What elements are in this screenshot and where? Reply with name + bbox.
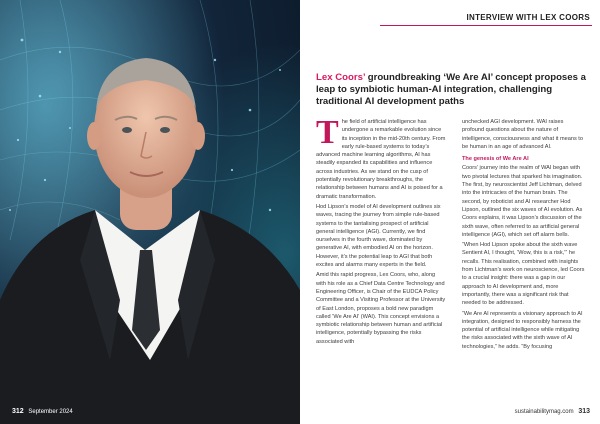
right-eye bbox=[160, 127, 170, 133]
paragraph-text: he field of artificial intelligence has undergone a remarkable evolution since its inception in the mid-20th century. From early rule-based systems to today’s advanced machine learning algorithms, AI has steadily expanded its capabilities and influence across industries. As we stand on the cusp of potentially revolutionary breakthroughs, the relationship between humans and AI is poised for a dramatic transformation. bbox=[316, 119, 446, 200]
website-url: sustainabilitymag.com bbox=[514, 409, 574, 415]
article-column-2 bbox=[462, 118, 586, 353]
paragraph: “We Are AI represents a visionary approach to AI integration, designed to responsibly harness the potential of artificial intelligence while mitigating the risks associated with the sixth wave of AI technologies,” he adds. “By focusing bbox=[462, 310, 583, 350]
paragraph bbox=[316, 114, 446, 201]
left-eye bbox=[122, 127, 132, 133]
article-column-1 bbox=[316, 114, 446, 348]
issue-date: September 2024 bbox=[28, 409, 73, 415]
paragraph: “When Hod Lipson spoke about the sixth wave Sentient AI, I thought, ‘Wow, this is a risk,’” he recalls. This realisation, combined with insights from Lichtman’s work on neuroscience, led Coors to a crucial insight: there was a gap in our approach to AI development and, more importantly, there was a significant risk that needed to be addressed. bbox=[462, 242, 585, 307]
right-ear bbox=[191, 122, 205, 150]
paragraph: Hod Lipson’s model of AI development outlines six waves, tracing the journey from simple rule-based systems to the tantalising prospect of artificial general intelligence (AGI). Currently, we find ourselves in the fourth wave, dominated by generative AI, with embodied AI on the horizon. However, it’s the potential leap to AGI that both excites and alarms many experts in the field. bbox=[316, 203, 441, 269]
left-ear bbox=[87, 122, 101, 150]
section-label: INTERVIEW WITH LEX COORS bbox=[466, 13, 590, 22]
drop-cap: T bbox=[316, 114, 339, 151]
right-page-number: 313 bbox=[578, 408, 590, 415]
paragraph: Coors’ journey into the realm of WAI began with two pivotal lectures that sparked his imagination. The first, by neuroscientist Jeff Lichtman, delved into the intricacies of the human brain. The second, by roboticist and AI researcher Hod Lipson, outlined the six waves of AI evolution. As Coors explains, it was Lipson’s discussion of the sixth wave, often referred to as artificial general intelligence (AGI), which set off alarm bells. bbox=[462, 165, 583, 238]
paragraph: unchecked AGI development. WAI raises profound questions about the nature of intelligence, consciousness and what it means to be human in an age of advanced AI. bbox=[462, 119, 583, 150]
left-page-number: 312 bbox=[12, 408, 24, 415]
article-headline bbox=[316, 72, 586, 108]
left-footer bbox=[12, 408, 73, 415]
headline-name: Lex Coors’ bbox=[316, 72, 366, 83]
right-footer bbox=[515, 408, 590, 415]
headline-rest: groundbreaking ‘We Are AI’ concept proposes a leap to symbiotic human-AI integration, challenging traditional AI development paths bbox=[316, 72, 586, 107]
header-rule bbox=[380, 25, 592, 26]
paragraph: Amid this rapid progress, Lex Coors, who, along with his role as a Chief Data Centre Technology and Engineering Officer, is Chair of the EUDCA Policy Committee and a Visiting Professor at the University of East London, proposes a bold new paradigm called ‘We Are AI’ (WAI). This concept envisions a symbiotic relationship between human and artificial intelligence, potentially bypassing the risks associated with bbox=[316, 272, 446, 345]
section-subheading: The genesis of We Are AI bbox=[462, 156, 529, 163]
